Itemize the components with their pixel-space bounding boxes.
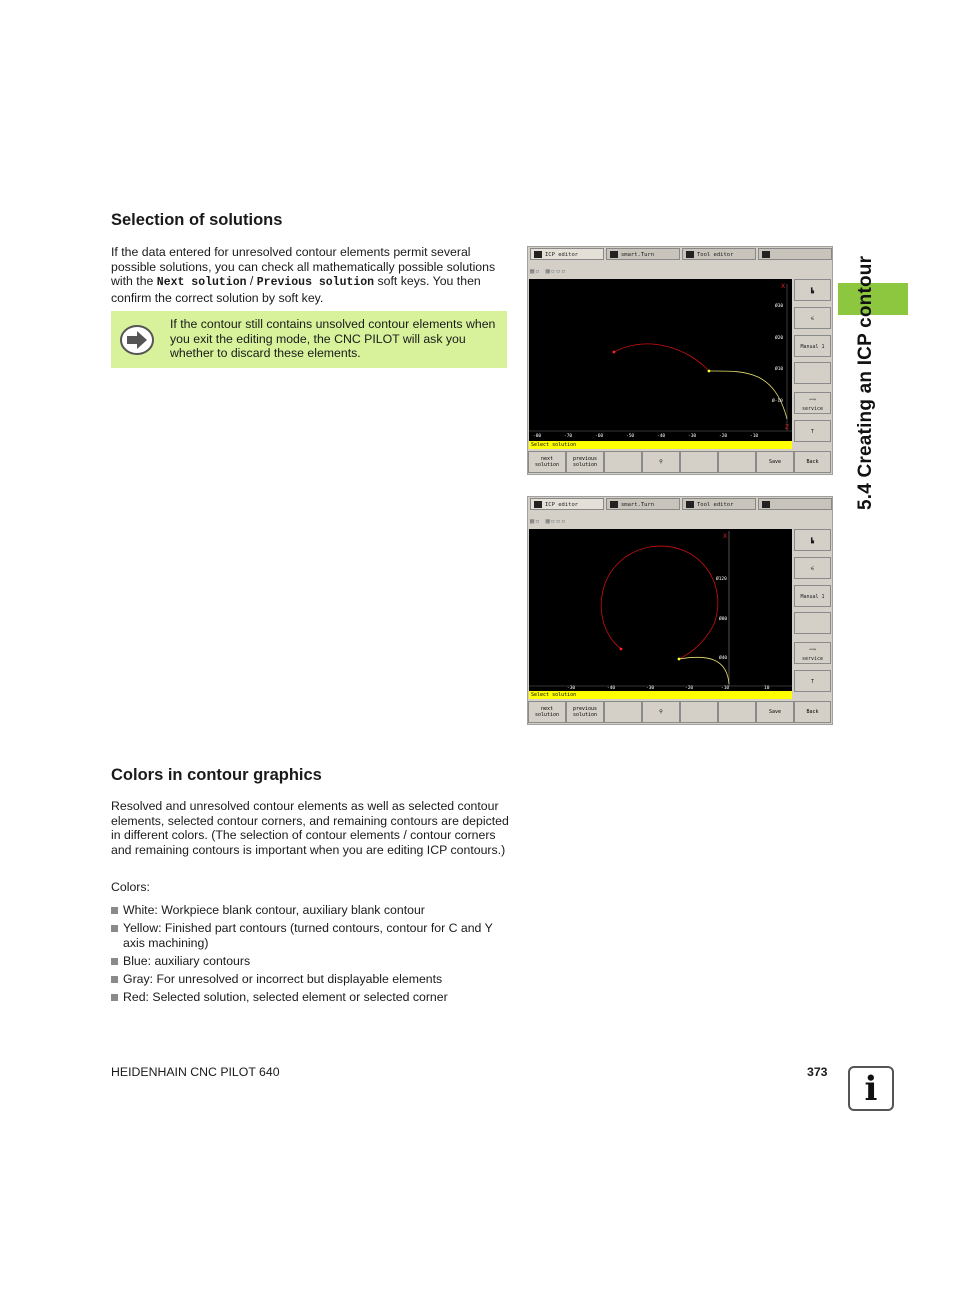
softkey-save[interactable]: Save — [756, 451, 794, 473]
disk-icon — [762, 501, 770, 508]
y-tick: Ø10 — [775, 367, 784, 372]
list-item — [111, 903, 511, 918]
tab-smart-turn[interactable] — [606, 498, 680, 510]
softkey-next-solution[interactable]: next solution — [528, 701, 566, 723]
colors-list — [111, 903, 511, 1009]
bullet-square-icon — [111, 994, 118, 1001]
list-item-text: Yellow: Finished part contours (turned contours, contour for C and Y axis machining) — [123, 921, 493, 950]
colors-paragraph: Resolved and unresolved contour elements as well as selected contour elements, selected contour corners, and remaining contours are depicted in different colors. (The selection of contour elements / contour corners and remaining contours is important when you are editing ICP contours.) — [111, 799, 509, 857]
svg-text:Z: Z — [785, 424, 790, 431]
x-tick: -70 — [564, 434, 573, 439]
vsk-machine[interactable] — [794, 529, 831, 551]
tool-holder-icon: ⚟ — [810, 316, 815, 322]
y-tick: Ø30 — [775, 304, 784, 309]
info-glyph: i — [864, 1069, 878, 1109]
vsk-manual[interactable]: Manual 1 — [794, 335, 831, 357]
x-tick: -10 — [721, 686, 730, 691]
y-tick: Ø20 — [775, 336, 784, 341]
disk-icon — [762, 251, 770, 258]
softkey-empty[interactable] — [604, 451, 642, 473]
wrench-icon: ⟹ — [808, 647, 817, 653]
softkey-next-solution-label: Next solution — [156, 276, 247, 290]
svg-text:X: X — [781, 283, 786, 290]
tab-label: Tool editor — [697, 252, 734, 258]
status-bar: Select solution — [529, 691, 792, 699]
footer-product: HEIDENHAIN CNC PILOT 640 — [111, 1065, 280, 1079]
x-tick: -20 — [685, 686, 694, 691]
tab-label: smart.Turn — [621, 502, 655, 508]
note-box — [111, 311, 507, 368]
vsk-manual[interactable]: Manual 1 — [794, 585, 831, 607]
tab-label: Tool editor — [697, 502, 734, 508]
x-tick: -40 — [657, 434, 666, 439]
cnc-screen-2 — [527, 496, 833, 725]
contour-graphic — [529, 529, 792, 691]
bullet-square-icon — [111, 976, 118, 983]
tab-tool-editor[interactable] — [682, 498, 756, 510]
magnifier-icon: ⚲ — [659, 459, 663, 465]
softkey-previous-solution[interactable]: previous solution — [566, 451, 604, 473]
machine-icon: ▙ — [810, 538, 814, 544]
list-item-text: Gray: For unresolved or incorrect but displayable elements — [123, 972, 443, 987]
x-tick: -60 — [595, 434, 604, 439]
list-item — [111, 921, 511, 950]
icp-editor-icon — [534, 251, 542, 258]
info-icon — [848, 1066, 894, 1111]
vsk-empty[interactable] — [794, 612, 831, 634]
softkey-separator: / — [246, 274, 257, 289]
softkey-empty[interactable] — [718, 701, 756, 723]
list-item-text: Blue: auxiliary contours — [123, 953, 251, 968]
list-item-text: Red: Selected solution, selected element or selected corner — [123, 990, 448, 1005]
wrench-icon: ⟹ — [808, 397, 817, 403]
chapter-side-title: 5.4 Creating an ICP contour — [855, 255, 876, 510]
vsk-empty[interactable] — [794, 362, 831, 384]
bullet-square-icon — [111, 958, 118, 965]
service-label: service — [801, 406, 824, 412]
list-item — [111, 990, 511, 1005]
softkey-previous-solution[interactable]: previous solution — [566, 701, 604, 723]
toolbar-icons: ▦▫ ▦▫▫▫ — [530, 267, 567, 275]
toolbar-icons: ▦▫ ▦▫▫▫ — [530, 517, 567, 525]
cnc-screen-1 — [527, 246, 833, 475]
table-icon: T — [810, 679, 814, 685]
y-tick: Ø120 — [716, 577, 727, 582]
machine-icon: ▙ — [810, 288, 814, 294]
tab-icp-editor[interactable] — [530, 248, 604, 260]
tab-smart-turn[interactable] — [606, 248, 680, 260]
tab-extra[interactable] — [758, 248, 832, 260]
y-tick: Ø40 — [719, 656, 728, 661]
magnifier-icon: ⚲ — [659, 709, 663, 715]
y-tick: Ø80 — [719, 617, 728, 622]
softkey-next-solution[interactable]: next solution — [528, 451, 566, 473]
section-heading-selection: Selection of solutions — [111, 211, 283, 229]
tool-editor-icon — [686, 501, 694, 508]
vsk-service[interactable] — [794, 392, 831, 414]
list-item — [111, 972, 511, 987]
softkey-empty[interactable] — [680, 701, 718, 723]
service-label: service — [801, 656, 824, 662]
section-heading-colors: Colors in contour graphics — [111, 766, 322, 784]
colors-label: Colors: — [111, 880, 150, 894]
svg-text:X: X — [723, 533, 728, 540]
vsk-tool[interactable] — [794, 557, 831, 579]
vsk-table[interactable] — [794, 420, 831, 442]
x-tick: -20 — [719, 434, 728, 439]
y-tick: Ø-10 — [772, 399, 783, 404]
softkey-zoom[interactable] — [642, 701, 680, 723]
para-text-start: If the data entered for unresolved contour elements permit several possible solutions, you can check all mathematically possible solutions with the — [111, 245, 496, 289]
x-tick: -30 — [688, 434, 697, 439]
tool-editor-icon — [686, 251, 694, 258]
bullet-square-icon — [111, 925, 118, 932]
contour-graphic — [529, 279, 792, 441]
tab-label: smart.Turn — [621, 252, 655, 258]
list-item-text: White: Workpiece blank contour, auxiliary blank contour — [123, 903, 425, 917]
tab-label: ICP editor — [545, 252, 579, 258]
note-text: If the contour still contains unsolved contour elements when you exit the editing mode, the CNC PILOT will ask you whether to discard these elements. — [170, 317, 496, 361]
softkey-empty[interactable] — [680, 451, 718, 473]
table-icon: T — [810, 429, 814, 435]
tool-holder-icon: ⚟ — [810, 566, 815, 572]
arrow-right-icon — [119, 324, 155, 356]
vsk-table[interactable] — [794, 670, 831, 692]
tab-icp-editor[interactable] — [530, 498, 604, 510]
graphics-window — [529, 279, 792, 441]
softkey-save[interactable]: Save — [756, 701, 794, 723]
softkey-back[interactable]: Back — [794, 701, 831, 723]
x-tick: -40 — [607, 686, 616, 691]
status-bar: Select solution — [529, 441, 792, 449]
x-tick: -80 — [533, 434, 542, 439]
smart-turn-icon — [610, 501, 618, 508]
tab-tool-editor[interactable] — [682, 248, 756, 260]
tab-label: ICP editor — [545, 502, 579, 508]
softkey-previous-solution-label: Previous solution — [256, 276, 375, 290]
bullet-square-icon — [111, 907, 118, 914]
selection-paragraph — [111, 245, 509, 305]
x-tick: -30 — [567, 686, 576, 691]
page-number: 373 — [807, 1065, 828, 1079]
list-item — [111, 954, 511, 969]
vsk-machine[interactable] — [794, 279, 831, 301]
tab-extra[interactable] — [758, 498, 832, 510]
x-tick: -10 — [750, 434, 759, 439]
vsk-tool[interactable] — [794, 307, 831, 329]
vsk-service[interactable] — [794, 642, 831, 664]
graphics-window — [529, 529, 792, 691]
softkey-empty[interactable] — [718, 451, 756, 473]
x-tick: -30 — [646, 686, 655, 691]
smart-turn-icon — [610, 251, 618, 258]
icp-editor-icon — [534, 501, 542, 508]
softkey-zoom[interactable] — [642, 451, 680, 473]
x-tick: 10 — [764, 686, 770, 691]
softkey-back[interactable]: Back — [794, 451, 831, 473]
softkey-empty[interactable] — [604, 701, 642, 723]
x-tick: -50 — [626, 434, 635, 439]
para-text-end: soft keys. You then confirm the correct solution by soft key. — [111, 274, 481, 305]
